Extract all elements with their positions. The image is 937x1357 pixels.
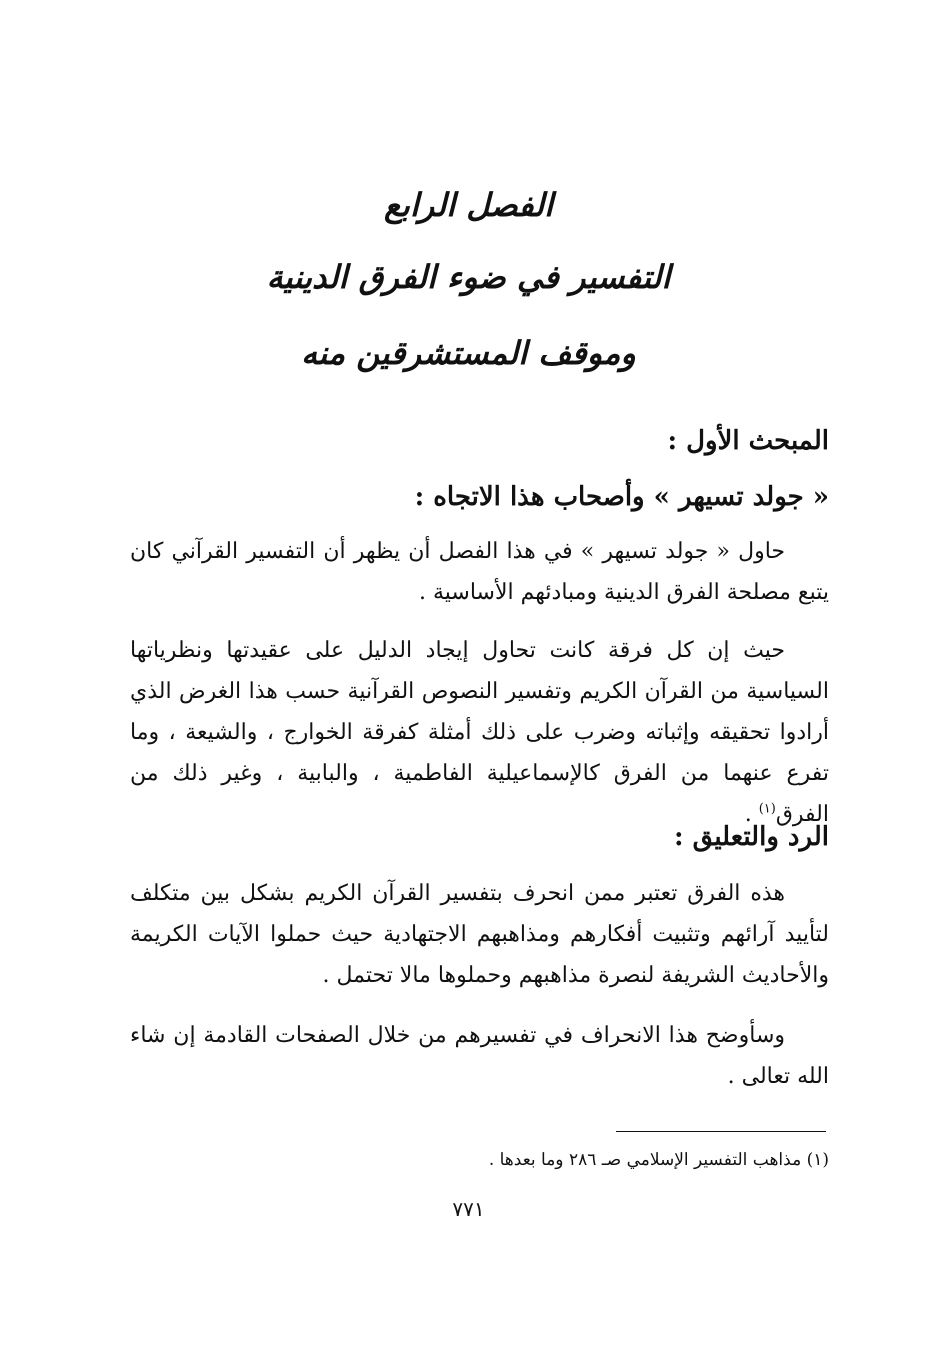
chapter-title: الفصل الرابع xyxy=(383,186,554,224)
section1-paragraph2-text: حيث إن كل فرقة كانت تحاول إيجاد الدليل على عقيدتها ونظرياتها السياسية من القرآن الكريم وتفسير النصوص القرآنية حسب هذا الغرض الذي أرادوا تحقيقه وإثباته وضرب على ذلك أمثلة كفرقة الخوارج ، والشيعة ، وما تفرع عنهما من الفرق كالإسماعيلية الفاطمية ، والبابية ، وغير ذلك من الفرق xyxy=(130,638,829,827)
section2-heading: الرد والتعليق : xyxy=(674,822,829,852)
section2-paragraph2: وسأوضح هذا الانحراف في تفسيرهم من خلال الصفحات القادمة إن شاء الله تعالى . xyxy=(130,1023,829,1089)
page-number: ٧٧١ xyxy=(452,1197,485,1221)
section1-paragraph2-end: . xyxy=(744,802,759,827)
section1-paragraph2 xyxy=(130,630,829,835)
chapter-subtitle-line2: وموقف المستشرقين منه xyxy=(301,334,636,372)
section1-subheading: « جولد تسيهر » وأصحاب هذا الاتجاه : xyxy=(414,482,829,512)
chapter-subtitle-line1: التفسير في ضوء الفرق الدينية xyxy=(266,258,671,296)
footnote-ref: (١) xyxy=(758,801,776,817)
section1-heading: المبحث الأول : xyxy=(667,426,829,456)
section2-paragraph1: هذه الفرق تعتبر ممن انحرف بتفسير القرآن الكريم بشكل بين متكلف لتأييد آرائهم وتثبيت أفكارهم ومذاهبهم الاجتهادية حيث حملوا الآيات الكريمة والأحاديث الشريفة لنصرة مذاهبهم وحملوها مالا تحتمل . xyxy=(130,881,829,988)
footnote-divider xyxy=(616,1131,826,1132)
section1-paragraph1: حاول « جولد تسيهر » في هذا الفصل أن يظهر أن التفسير القرآني كان يتبع مصلحة الفرق الدينية ومبادئهم الأساسية . xyxy=(130,539,829,605)
footnote-text: (١) مذاهب التفسير الإسلامي صـ ٢٨٦ وما بعدها . xyxy=(488,1150,829,1170)
